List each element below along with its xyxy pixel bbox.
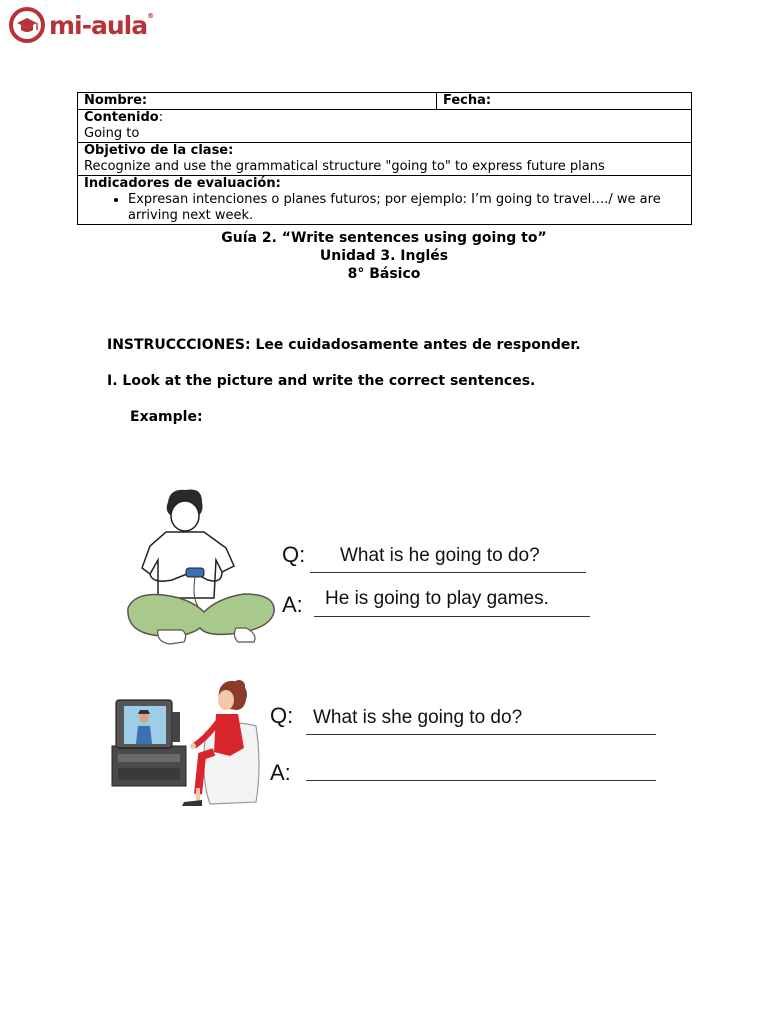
a-label-2: A: [270, 760, 291, 785]
fecha-cell[interactable] [437, 93, 692, 110]
indicador-item: • Expresan intenciones o planes futuros; por ejemplo: I’m going to travel…./ we are arriving next week. [128, 192, 685, 224]
contenido-cell [78, 110, 692, 143]
woman-watching-tv-illustration [110, 676, 270, 810]
nombre-cell[interactable] [78, 93, 437, 110]
indicadores-list [84, 192, 685, 224]
boy-playing-games-illustration [126, 488, 278, 650]
answer-1: He is going to play games. [325, 588, 549, 609]
answer-line-2[interactable] [306, 780, 656, 781]
a-label-1: A: [282, 592, 303, 617]
contenido-value: Going to [84, 126, 140, 141]
question-1: What is he going to do? [340, 545, 540, 566]
q-label-1: Q: [282, 542, 306, 567]
objetivo-value: Recognize and use the grammatical structure "going to" to express future plans [84, 159, 605, 174]
guia-title: Guía 2. “Write sentences using going to” [221, 230, 547, 246]
fecha-label: Fecha: [443, 93, 492, 108]
unidad-title: Unidad 3. Inglés [319, 248, 449, 264]
guide-titles [0, 229, 768, 283]
contenido-colon: : [158, 110, 164, 125]
answer-line-1[interactable] [314, 616, 590, 617]
objetivo-cell [78, 143, 692, 176]
indicadores-cell [78, 176, 692, 225]
info-table [77, 92, 692, 225]
question-2: What is she going to do? [313, 707, 523, 728]
mi-aula-logo [8, 6, 153, 44]
graduation-cap-icon [8, 6, 46, 44]
indicadores-label: Indicadores de evaluación: [84, 176, 281, 191]
contenido-label: Contenido [84, 110, 159, 125]
curso-title: 8° Básico [347, 266, 421, 282]
question-line-1 [310, 572, 586, 573]
example-label: Example: [130, 409, 203, 425]
objetivo-label: Objetivo de la clase: [84, 143, 234, 158]
logo-wordmark: mi-aula® [49, 10, 154, 40]
q-label-2: Q: [270, 703, 294, 728]
instructions-text: INSTRUCCCIONES: Lee cuidadosamente antes de responder. [107, 337, 581, 353]
question-line-2 [306, 734, 656, 735]
nombre-label: Nombre: [84, 93, 148, 108]
section-1-heading: I. Look at the picture and write the correct sentences. [107, 373, 536, 389]
